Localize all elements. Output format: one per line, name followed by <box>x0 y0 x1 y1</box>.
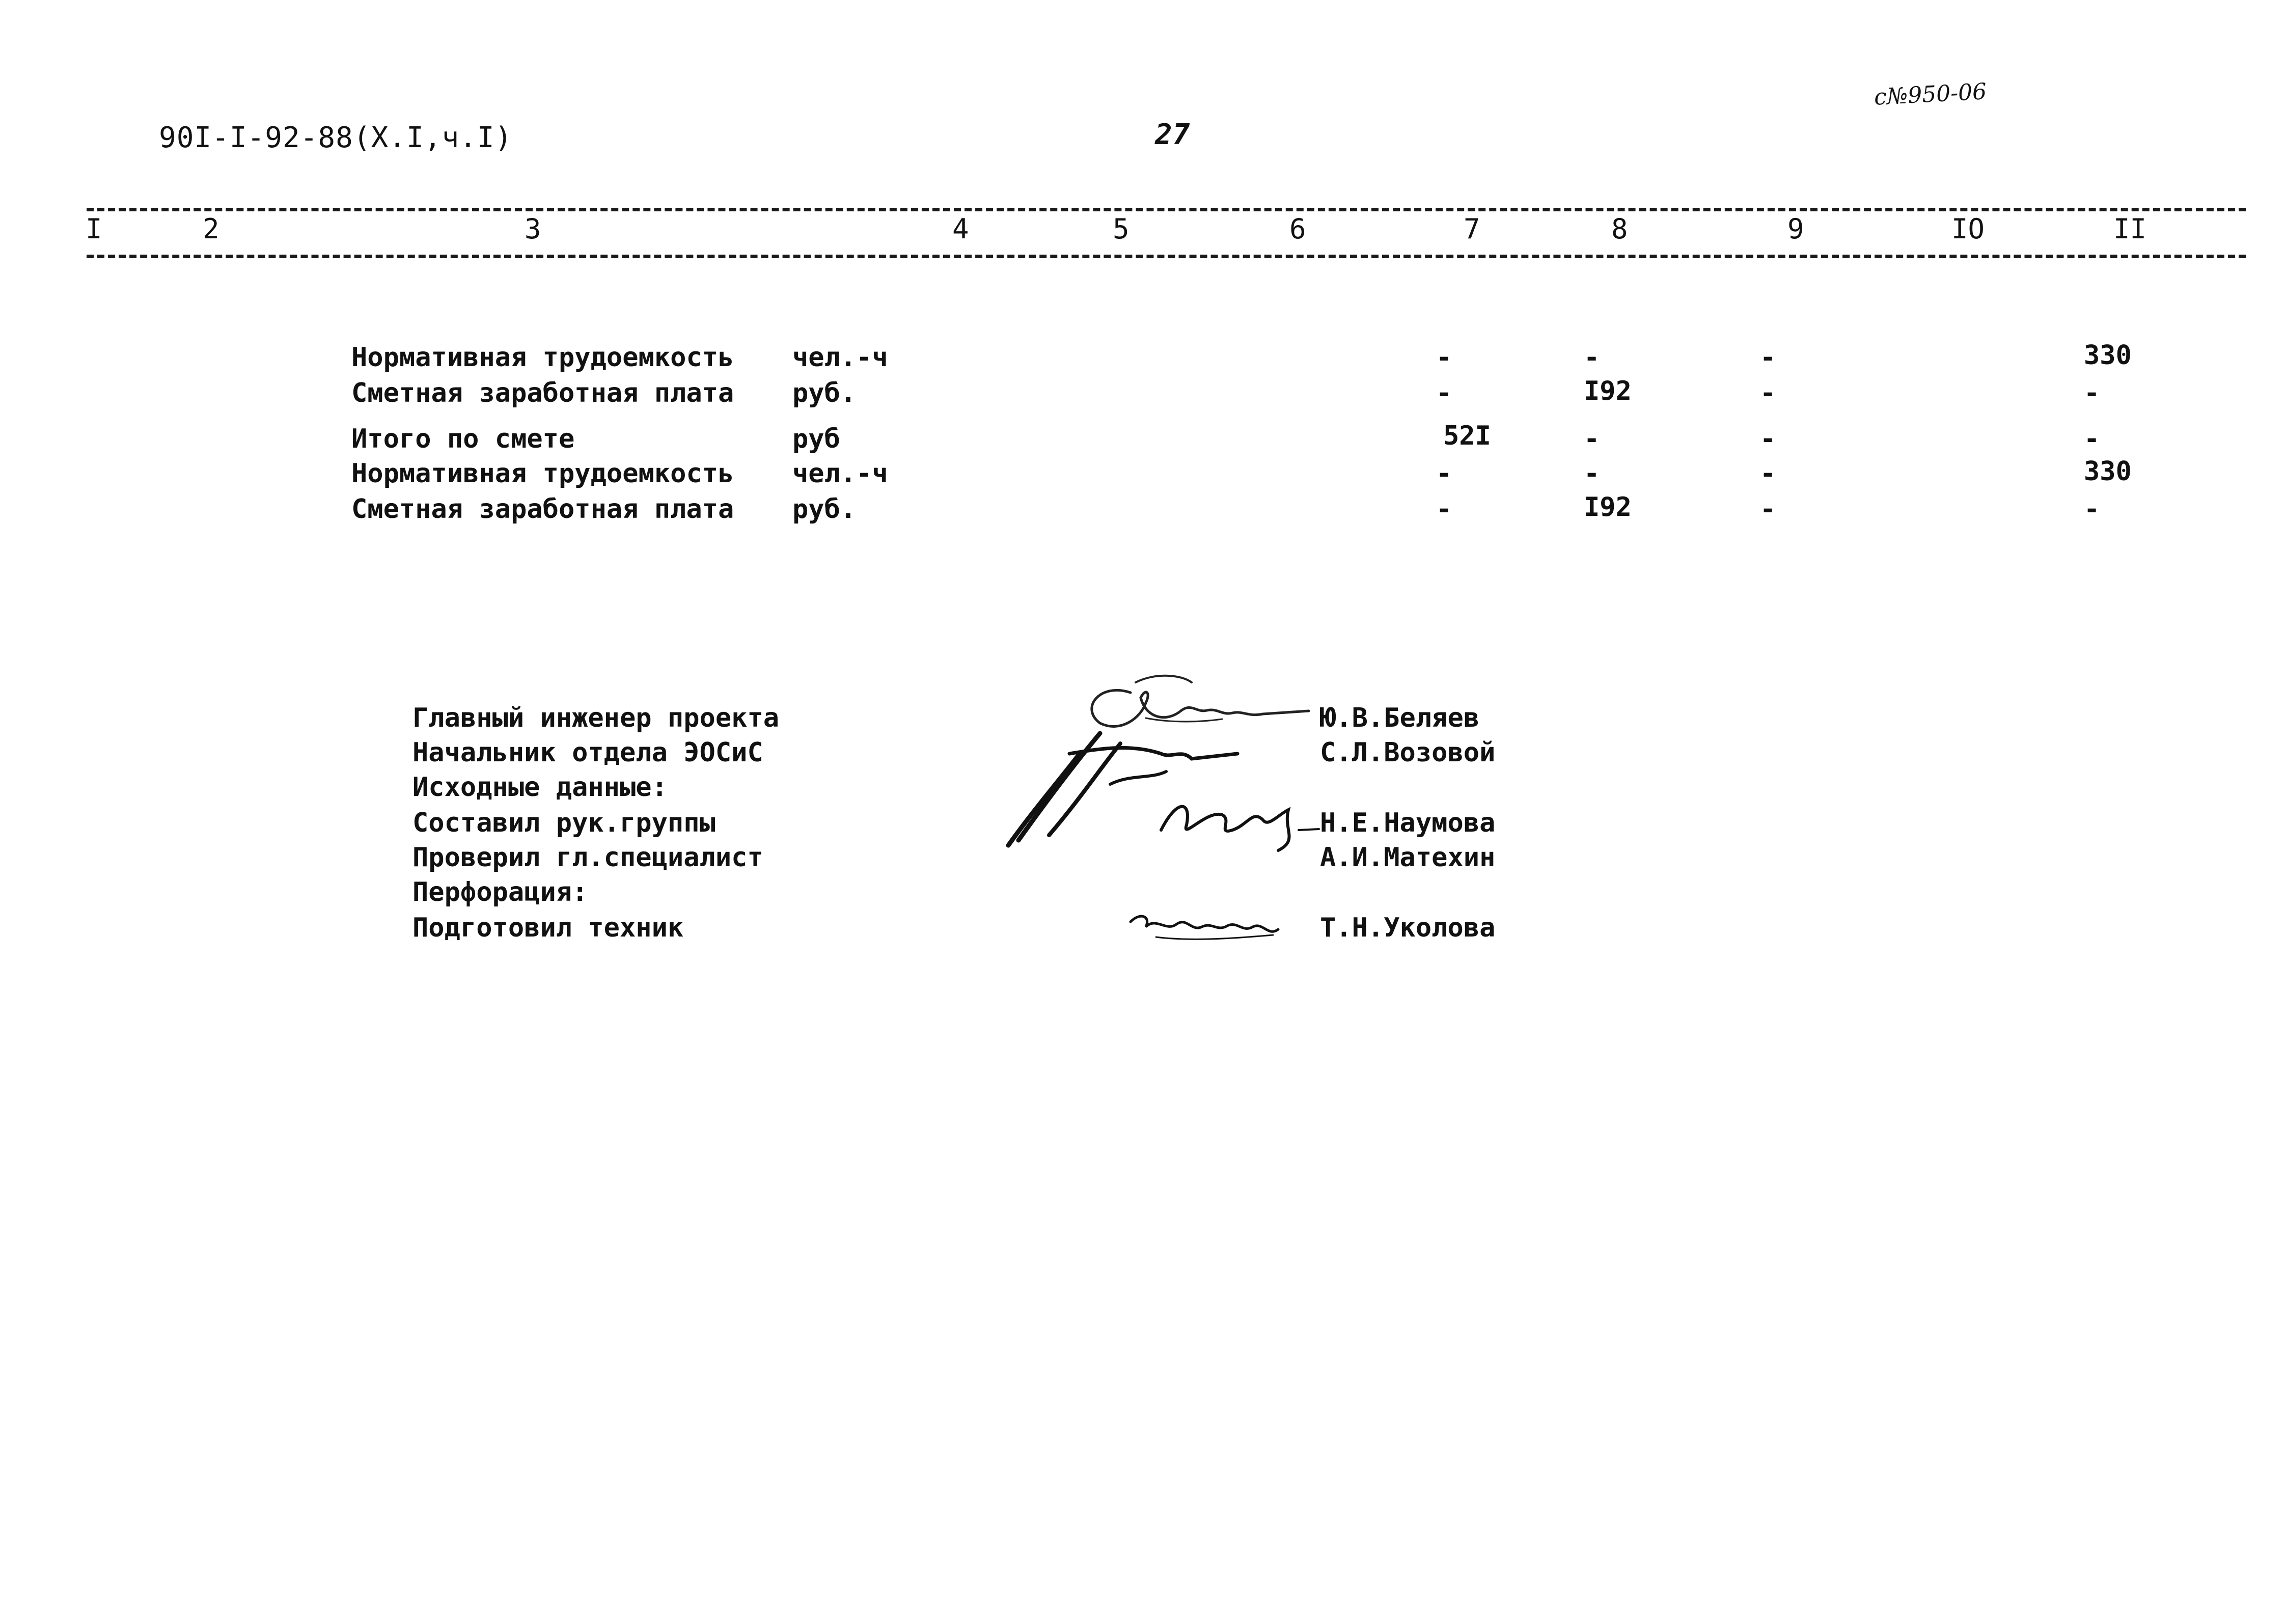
row-label: Сметная заработная плата <box>351 494 734 525</box>
cell-col8: I92 <box>1584 492 1632 522</box>
cell-col7: - <box>1436 378 1452 408</box>
cell-col7: - <box>1436 342 1452 373</box>
signatory-role: Перфорация: <box>412 877 588 907</box>
cell-col11: - <box>2084 378 2100 408</box>
column-number: II <box>2113 213 2147 245</box>
document-code: 90I-I-92-88(X.I,ч.I) <box>159 121 513 154</box>
page-number: 27 <box>1155 118 1191 151</box>
signatory-name: Ю.В.Беляев <box>1320 703 1480 733</box>
cell-col8: - <box>1584 342 1600 373</box>
signatory-role: Начальник отдела ЭОСиС <box>412 737 763 768</box>
cell-col11: - <box>2084 424 2100 454</box>
row-label: Нормативная трудоемкость <box>351 458 734 489</box>
column-number: 4 <box>952 213 969 245</box>
cell-col11: 330 <box>2084 340 2132 371</box>
cell-col9: - <box>1760 458 1776 489</box>
column-number: 8 <box>1611 213 1628 245</box>
column-number: 3 <box>525 213 541 245</box>
row-unit: руб <box>792 424 840 454</box>
cell-col7: - <box>1436 494 1452 525</box>
row-unit: руб. <box>792 378 857 408</box>
signatory-name: С.Л.Возовой <box>1320 737 1496 768</box>
cell-col9: - <box>1760 494 1776 525</box>
signature-compiler <box>1146 779 1329 856</box>
signatory-name: Н.Е.Наумова <box>1320 808 1496 838</box>
column-number: 5 <box>1113 213 1130 245</box>
cell-col8: - <box>1584 458 1600 489</box>
signatory-role: Главный инженер проекта <box>412 703 780 733</box>
signatory-role: Подготовил техник <box>412 913 684 943</box>
cell-col8: - <box>1584 424 1600 454</box>
cell-col9: - <box>1760 424 1776 454</box>
row-label: Сметная заработная плата <box>351 378 734 408</box>
column-number: 6 <box>1289 213 1306 245</box>
cell-col11: - <box>2084 494 2100 525</box>
signatory-name: А.И.Матехин <box>1320 842 1496 873</box>
column-number: 7 <box>1464 213 1480 245</box>
cell-col9: - <box>1760 378 1776 408</box>
cell-col11: 330 <box>2084 456 2132 487</box>
signatory-role: Составил рук.группы <box>412 808 715 838</box>
signatory-role: Проверил гл.специалист <box>412 842 763 873</box>
archive-stamp: с№950-06 <box>1873 78 1988 111</box>
column-number: I <box>86 213 102 245</box>
row-unit: руб. <box>792 494 857 525</box>
signature-technician <box>1125 901 1288 947</box>
cell-col7: - <box>1436 458 1452 489</box>
signatory-name: Т.Н.Уколова <box>1320 913 1496 943</box>
row-unit: чел.-ч <box>792 458 888 489</box>
row-label: Итого по смете <box>351 424 575 454</box>
cell-col8: I92 <box>1584 376 1632 406</box>
column-number: IO <box>1951 213 1985 245</box>
row-label: Нормативная трудоемкость <box>351 342 734 373</box>
header-top-rule <box>87 208 2246 211</box>
column-number: 2 <box>203 213 219 245</box>
column-number: 9 <box>1787 213 1804 245</box>
signatory-role: Исходные данные: <box>412 772 668 803</box>
header-bottom-rule <box>87 255 2246 258</box>
cell-col9: - <box>1760 342 1776 373</box>
row-unit: чел.-ч <box>792 342 888 373</box>
cell-col7: 52I <box>1443 421 1491 451</box>
